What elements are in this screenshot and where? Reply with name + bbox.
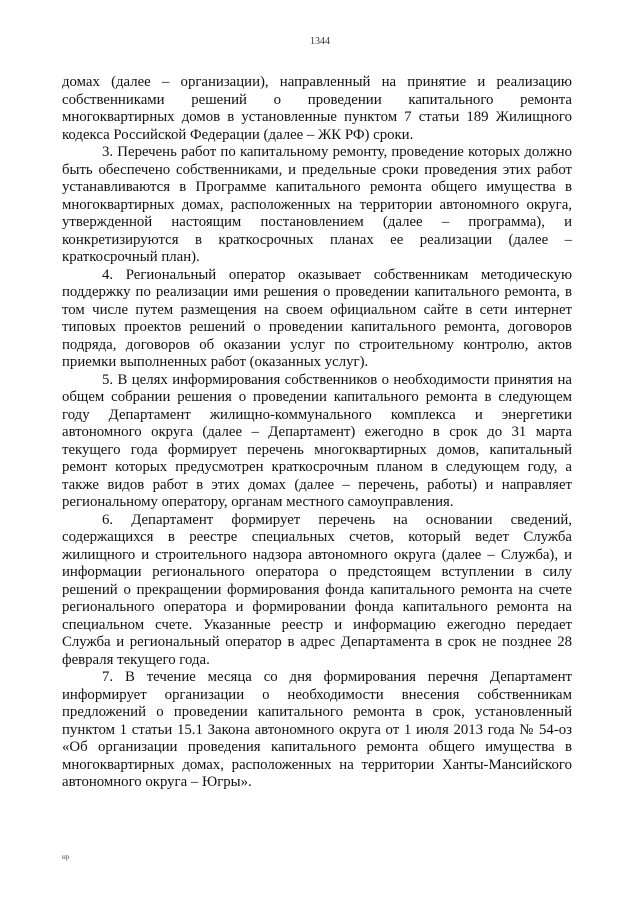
paragraph-item-3: 3. Перечень работ по капитальному ремонту, проведение которых должно быть обеспечено собственниками, и предельные сроки проведения этих работ устанавливаются в Программе капитального ремонта общего имущества в многоквартирных домах, расположенных на территории автономного округа, утвержденной настоящим постановлением (далее – программа), и конкретизируются в краткосрочных планах ее реализации (далее – краткосрочный план). (62, 144, 572, 265)
paragraph-item-6: 6. Департамент формирует перечень на основании сведений, содержащихся в реестре специальных счетов, который ведет Служба жилищного и строительного надзора автономного округа (далее – Служба), и информации регионального оператора о предстоящем вступлении в силу решений о прекращении формирования фонда капитального ремонта на счете регионального оператора и формировании фонда капитального ремонта на специальном счете. Указанные реестр и информацию ежегодно передает Служба и региональный оператор в адрес Департамента в срок не позднее 28 февраля текущего года. (62, 511, 572, 668)
footer-mark: нр (62, 853, 70, 861)
page-number: 1344 (310, 36, 330, 47)
paragraph-item-4: 4. Региональный оператор оказывает собственникам методическую поддержку по реализации ими решения о проведении капитального ремонта, в том числе путем размещения на своем официальном сайте в сети интернет типовых проектов решений о проведении капитального ремонта, договоров подряда, договоров об оказании услуг по строительному контролю, актов приемки выполненных работ (оказанных услуг). (62, 266, 572, 370)
paragraph-item-7: 7. В течение месяца со дня формирования перечня Департамент информирует организации о необходимости внесения собственникам предложений о проведении капитального ремонта в срок, установленный пунктом 1 статьи 15.1 Закона автономного округа от 1 июля 2013 года № 54-оз «Об организации проведения капитального ремонта общего имущества в многоквартирных домах, расположенных на территории Ханты-Мансийского автономного округа – Югры». (62, 669, 572, 790)
paragraph-continuation: домах (далее – организации), направленный на принятие и реализацию собственниками решений о проведении капитального ремонта многоквартирных домов в установленные пунктом 7 статьи 189 Жилищного кодекса Российской Федерации (далее – ЖК РФ) сроки. (62, 74, 572, 143)
paragraph-item-5: 5. В целях информирования собственников о необходимости принятия на общем собрании решения о проведении капитального ремонта в следующем году Департамент жилищно-коммунального комплекса и энергетики автономного округа (далее – Департамент) ежегодно в срок до 31 марта текущего года формирует перечень многоквартирных домов, капитальный ремонт которых предусмотрен краткосрочным планом в следующем году, а также видов работ в этих домах (далее – перечень, работы) и направляет региональному оператору, органам местного самоуправления. (62, 371, 572, 510)
document-body (62, 74, 572, 792)
